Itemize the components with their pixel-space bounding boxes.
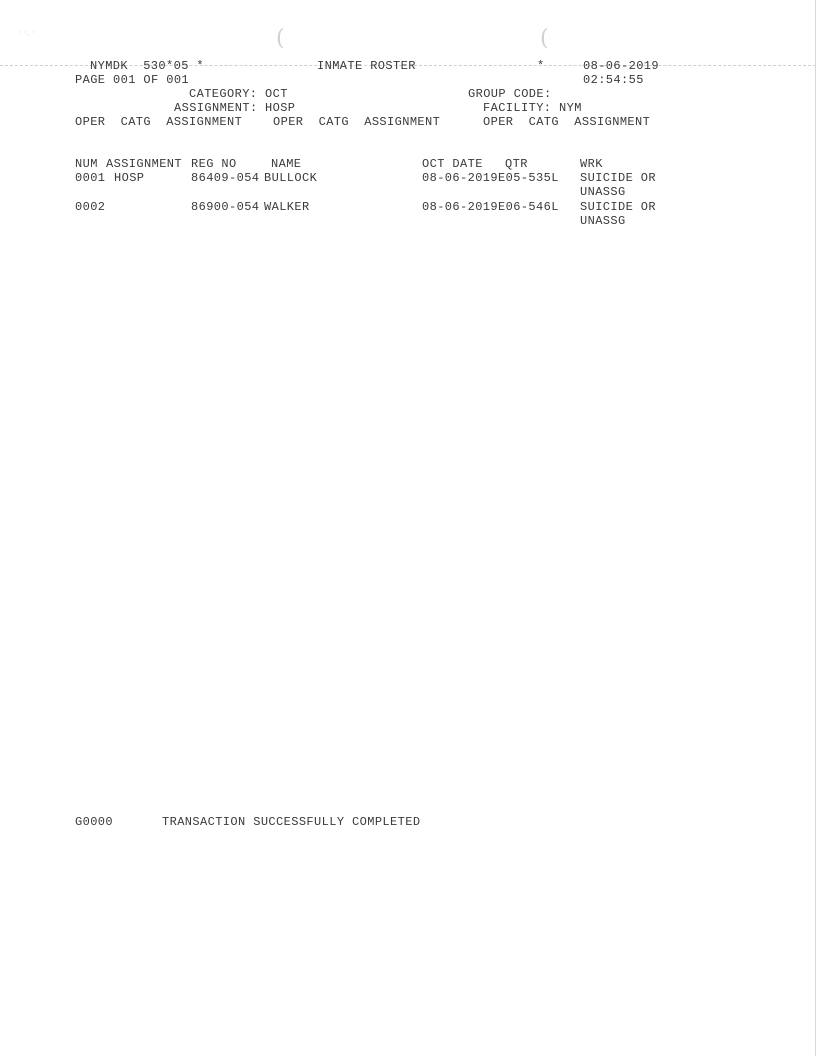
scan-artifact: · ·. · [18, 28, 36, 38]
oper-header-col3: OPER CATG ASSIGNMENT [483, 115, 651, 129]
row-name: WALKER [264, 200, 310, 214]
assignment-value: HOSP [265, 101, 296, 115]
report-date: 08-06-2019 [583, 59, 660, 73]
row-wrk-line1: SUICIDE OR [580, 171, 657, 185]
row-qtr: E06-546L [498, 200, 559, 214]
status-code: G0000 [75, 815, 114, 829]
facility-value: NYM [559, 101, 582, 115]
col-header-reg-no: REG NO [191, 157, 237, 171]
row-num: 0002 [75, 200, 106, 214]
row-reg-no: 86409-054 [191, 171, 260, 185]
category-value: OCT [265, 87, 288, 101]
scan-artifact-right-paren: ( [540, 26, 549, 51]
system-id: NYMDK 530*05 * [90, 59, 205, 73]
col-header-num: NUM [75, 157, 98, 171]
row-wrk-line1: SUICIDE OR [580, 200, 657, 214]
col-header-qtr: QTR [505, 157, 528, 171]
row-wrk-line2: UNASSG [580, 214, 626, 228]
oper-header-col2: OPER CATG ASSIGNMENT [273, 115, 441, 129]
row-oct-date: 08-06-2019 [422, 171, 499, 185]
facility-label: FACILITY: [483, 101, 552, 115]
col-header-name: NAME [271, 157, 302, 171]
row-num: 0001 [75, 171, 106, 185]
scan-artifact-left-paren: ( [276, 26, 285, 51]
group-code-label: GROUP CODE: [468, 87, 552, 101]
row-name: BULLOCK [264, 171, 318, 185]
row-reg-no: 86900-054 [191, 200, 260, 214]
category-label: CATEGORY: [189, 87, 258, 101]
page-info: PAGE 001 OF 001 [75, 73, 190, 87]
row-qtr: E05-535L [498, 171, 559, 185]
row-oct-date: 08-06-2019 [422, 200, 499, 214]
status-message: TRANSACTION SUCCESSFULLY COMPLETED [162, 815, 421, 829]
row-assignment: HOSP [114, 171, 145, 185]
report-title: INMATE ROSTER [317, 59, 416, 73]
header-star: * [537, 59, 545, 73]
oper-header-col1: OPER CATG ASSIGNMENT [75, 115, 243, 129]
report-time: 02:54:55 [583, 73, 644, 87]
col-header-assignment: ASSIGNMENT [106, 157, 183, 171]
col-header-wrk: WRK [580, 157, 603, 171]
assignment-label: ASSIGNMENT: [174, 101, 258, 115]
col-header-oct-date: OCT DATE [422, 157, 483, 171]
row-wrk-line2: UNASSG [580, 185, 626, 199]
